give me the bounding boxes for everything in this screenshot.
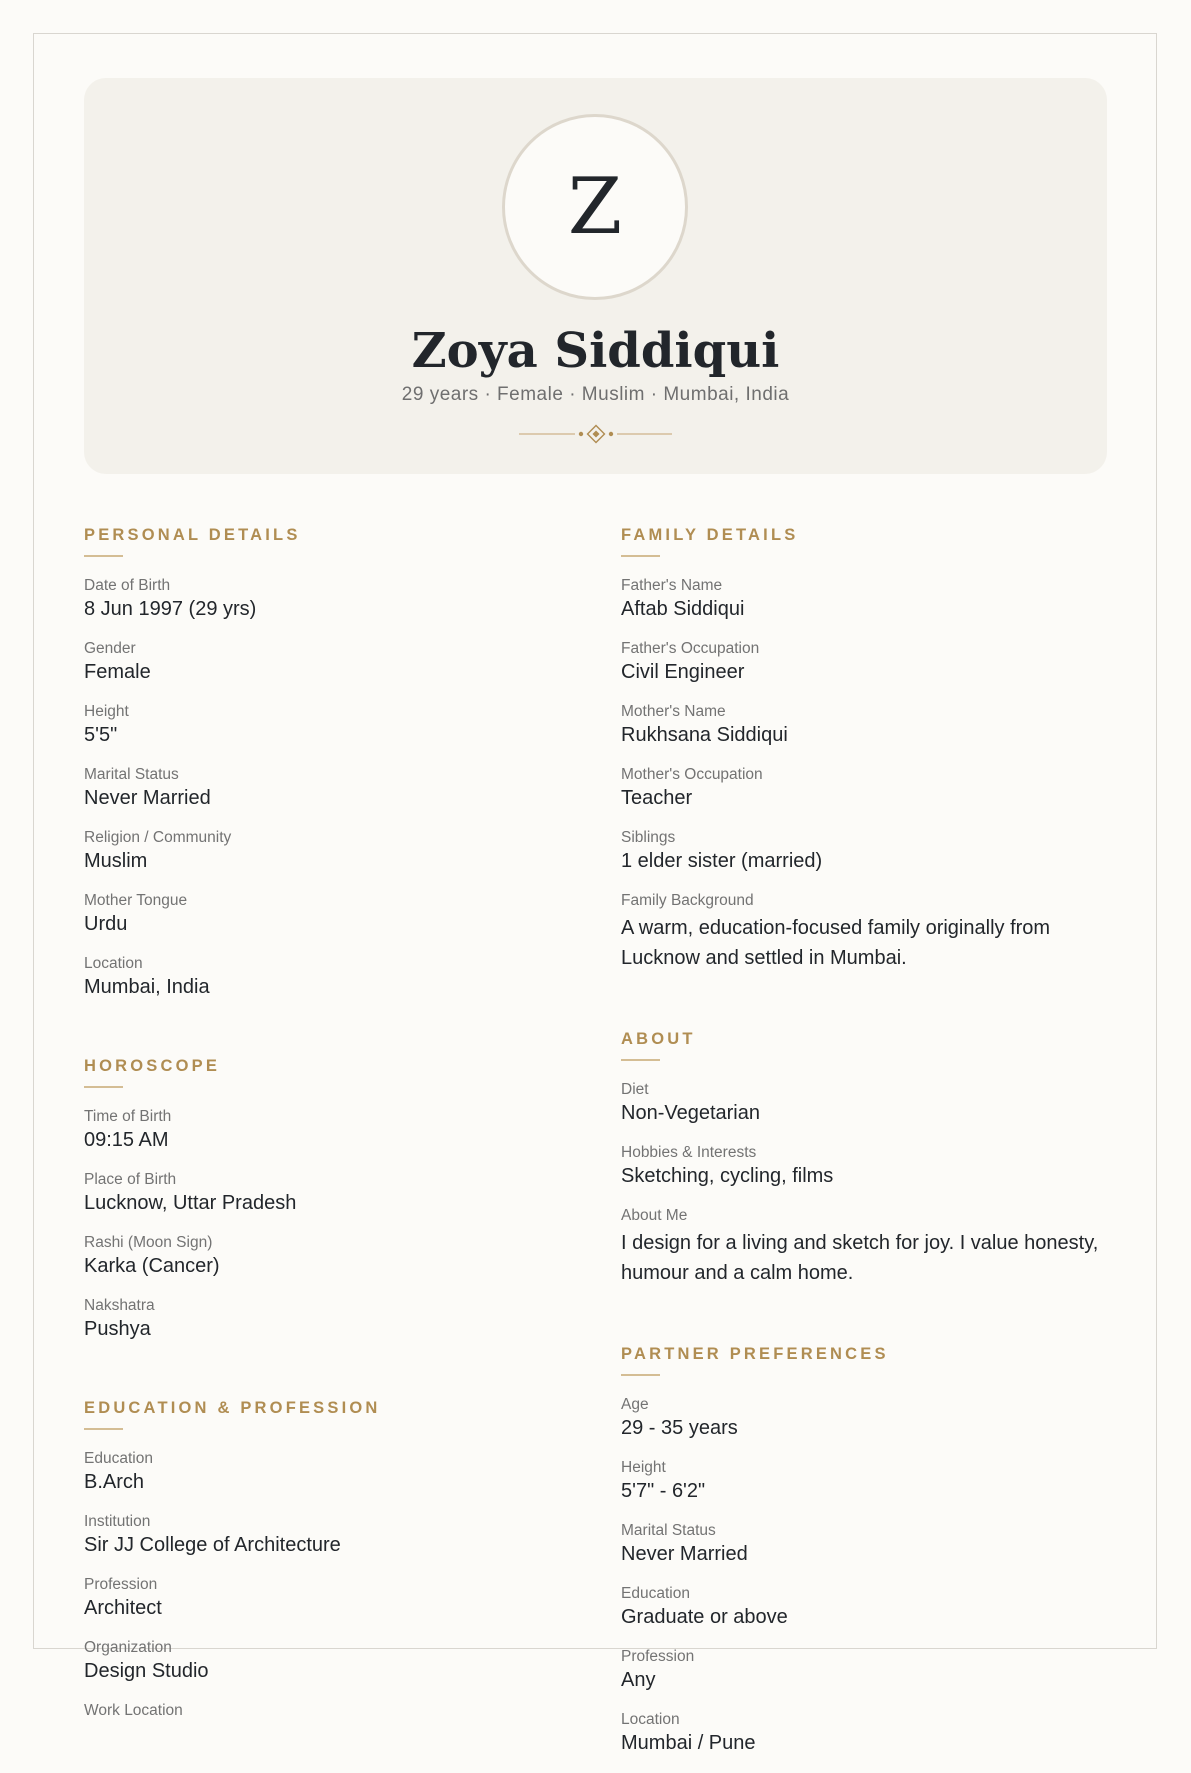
partner-preferences-section <box>621 1344 1101 1756</box>
field-value: Rukhsana Siddiqui <box>621 724 788 746</box>
field-value: Muslim <box>84 850 148 872</box>
right-column <box>621 525 1101 1773</box>
field-label: Location <box>84 955 143 972</box>
field <box>621 1710 1101 1756</box>
section-title: ABOUT <box>621 1030 696 1048</box>
field-label: Institution <box>84 1513 151 1530</box>
field <box>84 891 564 937</box>
field-label: Place of Birth <box>84 1171 177 1188</box>
avatar <box>502 114 688 300</box>
field <box>621 1080 1101 1126</box>
field-value: 5'7" - 6'2" <box>621 1480 706 1502</box>
field-value: Urdu <box>84 913 128 935</box>
field-value: Mumbai / Pune <box>621 1732 756 1754</box>
personal-details-section <box>84 525 564 1000</box>
field <box>84 765 564 811</box>
field <box>84 1170 564 1216</box>
profile-subtitle: 29 years · Female · Muslim · Mumbai, India <box>401 384 790 405</box>
field <box>621 1521 1101 1567</box>
field-value: 29 - 35 years <box>621 1417 738 1439</box>
field <box>84 1575 564 1621</box>
field-value: Karka (Cancer) <box>84 1255 220 1277</box>
field-label: About Me <box>621 1207 688 1224</box>
section-title: PARTNER PREFERENCES <box>621 1345 889 1363</box>
section-underline <box>84 1086 123 1088</box>
field-label: Height <box>621 1459 666 1476</box>
field <box>621 702 1101 748</box>
education-profession-section <box>84 1398 564 1720</box>
field <box>84 954 564 1000</box>
field-label: Education <box>621 1585 690 1602</box>
field-label: Age <box>621 1396 649 1413</box>
field-value: 1 elder sister (married) <box>621 850 823 872</box>
field-value: Never Married <box>84 787 211 809</box>
field-value: B.Arch <box>84 1471 145 1493</box>
field-label: Nakshatra <box>84 1297 155 1314</box>
field-label: Hobbies & Interests <box>621 1144 757 1161</box>
field-value: Graduate or above <box>621 1606 788 1628</box>
field-label: Mother Tongue <box>84 892 188 909</box>
field <box>84 1449 564 1495</box>
field-label: Father's Name <box>621 577 723 594</box>
field-value: Pushya <box>84 1318 151 1340</box>
field <box>84 1233 564 1279</box>
field <box>84 828 564 874</box>
section-underline <box>84 1428 123 1430</box>
field-value: Aftab Siddiqui <box>621 598 745 620</box>
field <box>84 576 564 622</box>
field-label: Profession <box>621 1648 695 1665</box>
field-value: 09:15 AM <box>84 1129 169 1151</box>
field-label: Profession <box>84 1576 158 1593</box>
section-title: PERSONAL DETAILS <box>84 526 301 544</box>
field <box>621 1584 1101 1630</box>
section-underline <box>621 1059 660 1061</box>
section-underline <box>84 555 123 557</box>
field <box>621 828 1101 874</box>
field <box>621 1206 1101 1288</box>
field <box>84 1512 564 1558</box>
section-underline <box>621 1374 660 1376</box>
field-label: Education <box>84 1450 153 1467</box>
field-label: Work Location <box>84 1702 183 1719</box>
field-value: Never Married <box>621 1543 748 1565</box>
field <box>621 576 1101 622</box>
field-value: Mumbai, India <box>84 976 210 998</box>
field <box>621 1647 1101 1693</box>
field-value: Teacher <box>621 787 693 809</box>
field <box>621 639 1101 685</box>
field <box>621 765 1101 811</box>
field-label: Mother's Name <box>621 703 726 720</box>
field-value: Female <box>84 661 151 683</box>
divider-ornament-icon <box>519 424 672 444</box>
field-value: Sketching, cycling, films <box>621 1165 834 1187</box>
field <box>84 1701 564 1720</box>
field-value: Any <box>621 1669 656 1691</box>
field-label: Father's Occupation <box>621 640 760 657</box>
field <box>621 891 1101 973</box>
left-column <box>84 525 564 1737</box>
field-label: Time of Birth <box>84 1108 172 1125</box>
about-section <box>621 1029 1101 1288</box>
field-label: Gender <box>84 640 136 657</box>
field-value: Lucknow, Uttar Pradesh <box>84 1192 297 1214</box>
field-value: I design for a living and sketch for joy. I value honesty, humour and a calm home. <box>621 1232 1099 1284</box>
field <box>84 1296 564 1342</box>
field-label: Siblings <box>621 829 676 846</box>
field-label: Date of Birth <box>84 577 171 594</box>
family-details-section <box>621 525 1101 973</box>
section-underline <box>621 555 660 557</box>
field-value: 5'5" <box>84 724 118 746</box>
field <box>84 1107 564 1153</box>
field <box>621 1143 1101 1189</box>
field-value: Sir JJ College of Architecture <box>84 1534 341 1556</box>
field-value: Design Studio <box>84 1660 209 1682</box>
field-label: Diet <box>621 1081 649 1098</box>
field <box>621 1395 1101 1441</box>
field-value: Civil Engineer <box>621 661 745 683</box>
field-label: Organization <box>84 1639 172 1656</box>
field-label: Rashi (Moon Sign) <box>84 1234 213 1251</box>
avatar-initial: Z <box>567 162 623 252</box>
field-label: Marital Status <box>621 1522 716 1539</box>
field <box>84 1638 564 1684</box>
field-value: Non-Vegetarian <box>621 1102 760 1124</box>
field-value: A warm, education-focused family originally from Lucknow and settled in Mumbai. <box>621 917 1051 969</box>
field-label: Location <box>621 1711 680 1728</box>
section-title: FAMILY DETAILS <box>621 526 799 544</box>
horoscope-section <box>84 1056 564 1342</box>
field <box>84 702 564 748</box>
field-label: Marital Status <box>84 766 179 783</box>
field-label: Religion / Community <box>84 829 232 846</box>
section-title: HOROSCOPE <box>84 1057 221 1075</box>
field-label: Height <box>84 703 129 720</box>
section-title: EDUCATION & PROFESSION <box>84 1399 381 1417</box>
field <box>621 1458 1101 1504</box>
field-label: Family Background <box>621 892 754 909</box>
field-label: Mother's Occupation <box>621 766 763 783</box>
field <box>84 639 564 685</box>
field-value: 8 Jun 1997 (29 yrs) <box>84 598 257 620</box>
profile-name: Zoya Siddiqui <box>411 323 780 379</box>
field-value: Architect <box>84 1597 162 1619</box>
